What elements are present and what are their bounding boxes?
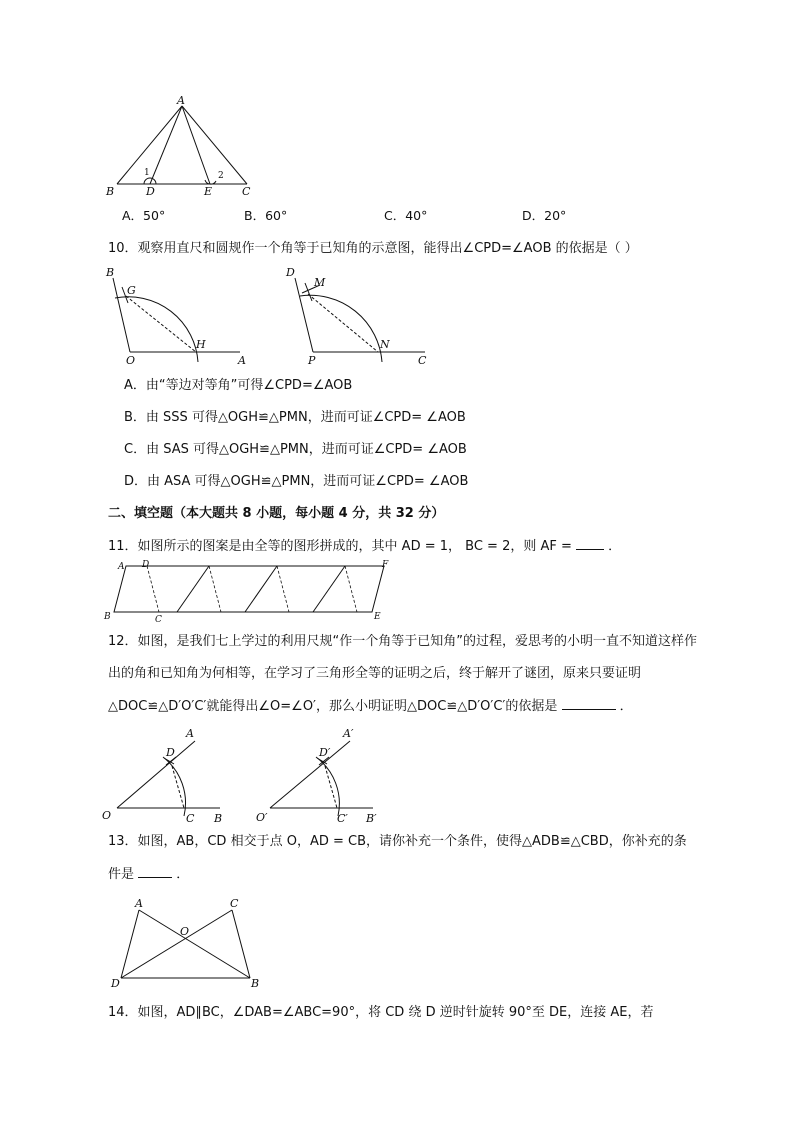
label-O: O xyxy=(180,925,190,938)
q9-option-c: C．40° xyxy=(384,208,428,223)
q10-option-b: B．由 SSS 可得△OGH≌△PMN，进而可证∠CPD= ∠AOB xyxy=(124,410,466,425)
q10-stem: 10．观察用直尺和圆规作一个角等于已知角的示意图，能得出∠CPD=∠AOB 的依据是（ ） xyxy=(108,241,638,256)
label-C: C xyxy=(155,615,162,625)
label-A: A xyxy=(238,354,246,367)
label-D: D xyxy=(111,977,120,990)
q12-end: ． xyxy=(619,699,633,714)
label-G: G xyxy=(127,284,136,297)
label-H: H xyxy=(196,338,206,351)
label-O-prime: O′ xyxy=(256,811,268,824)
label-M: M xyxy=(314,276,326,289)
label-P: P xyxy=(308,354,316,367)
q10-option-c: C．由 SAS 可得△OGH≌△PMN，进而可证∠CPD= ∠AOB xyxy=(124,442,467,457)
label-C-prime: C′ xyxy=(337,812,348,825)
label-A: A xyxy=(118,562,125,572)
q10-option-d: D．由 ASA 可得△OGH≌△PMN，进而可证∠CPD= ∠AOB xyxy=(124,474,469,489)
label-E: E xyxy=(374,612,381,622)
label-E: E xyxy=(204,185,213,198)
q13-end: ． xyxy=(176,867,190,882)
label-angle-1: 1 xyxy=(144,168,150,178)
label-angle-2: 2 xyxy=(218,171,224,181)
q9-option-d: D．20° xyxy=(522,208,567,223)
q11-stem-end: ． xyxy=(608,539,622,554)
q12-line1: 12．如图，是我们七上学过的利用尺规“作一个角等于已知角”的过程，爱思考的小明一直不知道这样作 xyxy=(108,634,698,649)
label-D: D xyxy=(166,746,175,759)
q13-line1: 13．如图，AB，CD 相交于点 O，AD = CB，请你补充一个条件，使得△ADB≌△CBD，你补充的条 xyxy=(108,834,687,849)
q9-option-b: B．60° xyxy=(244,208,288,223)
label-F: F xyxy=(382,560,389,570)
label-N: N xyxy=(380,338,390,351)
label-B: B xyxy=(251,977,260,990)
label-B: B xyxy=(106,266,115,279)
section-heading-fill-blank: 二、填空题（本大题共 8 小题，每小题 4 分，共 32 分） xyxy=(108,506,445,521)
label-A: A xyxy=(135,897,143,910)
q12-line2: 出的角和已知角为何相等，在学习了三角形全等的证明之后，终于解开了谜团，原来只要证明 xyxy=(108,666,642,681)
label-C: C xyxy=(242,185,251,198)
label-B: B xyxy=(106,185,115,198)
q10-option-a: A．由“等边对等角”可得∠CPD=∠AOB xyxy=(124,378,353,393)
label-A-prime: A′ xyxy=(343,727,354,740)
label-D: D xyxy=(146,185,155,198)
q13-line2-text: 件是 xyxy=(108,867,135,882)
label-D: D xyxy=(142,560,150,570)
label-A: A xyxy=(177,94,185,107)
label-O: O xyxy=(126,354,136,367)
label-C: C xyxy=(186,812,195,825)
label-D-prime: D′ xyxy=(319,746,331,759)
label-D: D xyxy=(286,266,295,279)
q12-line3-text: △DOC≌△D′O′C′就能得出∠O=∠O′，那么小明证明△DOC≌△D′O′C′的依据是 xyxy=(108,699,558,714)
label-B: B xyxy=(104,612,111,622)
q9-option-a: A．50° xyxy=(122,208,166,223)
label-C: C xyxy=(418,354,427,367)
label-O: O xyxy=(102,809,112,822)
label-B-prime: B′ xyxy=(366,812,377,825)
q14-line1: 14．如图，AD∥BC，∠DAB=∠ABC=90°，将 CD 绕 D 逆时针旋转 90°至 DE，连接 AE，若 xyxy=(108,1005,654,1020)
q11-stem-text: 11．如图所示的图案是由全等的图形拼成的，其中 AD = 1， BC = 2，则 AF = xyxy=(108,539,572,554)
label-B: B xyxy=(214,812,223,825)
label-A: A xyxy=(186,727,194,740)
label-C: C xyxy=(230,897,239,910)
